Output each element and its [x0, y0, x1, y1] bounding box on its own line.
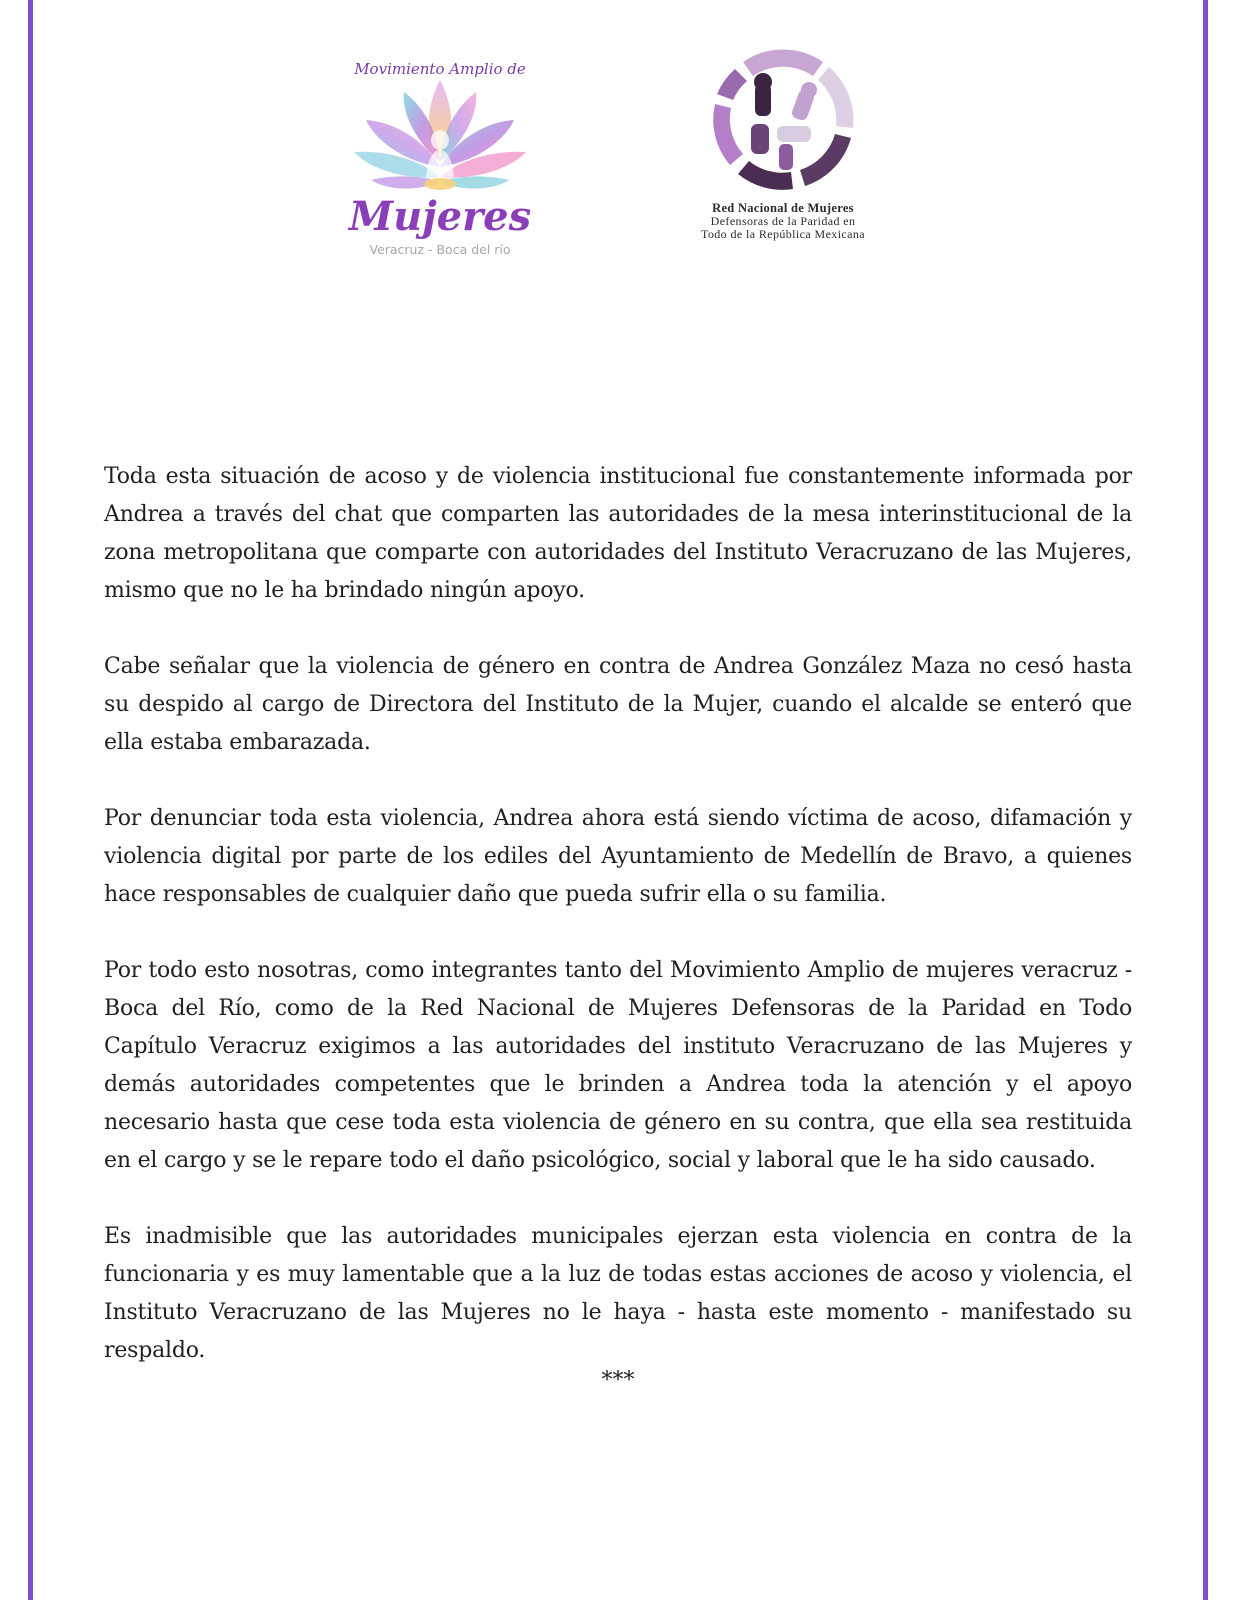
paragraph-1: Toda esta situación de acoso y de violencia institucional fue constantemente informada por Andrea a través del chat que comparten las autoridades de la mesa interinstitucional de la zona metropolitana que comparte con autoridades del Instituto Veracruzano de las Mujeres, mismo que no le ha brindado ningún apoyo. — [104, 464, 1132, 603]
logo1-bottom-text: Veracruz - Boca del río — [369, 242, 511, 257]
red-nacional-logo — [668, 44, 898, 244]
page-border-right — [1203, 0, 1208, 1600]
logo2-line1: Red Nacional de Mujeres — [712, 201, 854, 215]
logo1-main-text: Mujeres — [348, 193, 532, 240]
closing-mark: *** — [601, 1368, 635, 1393]
page-border-left — [28, 0, 33, 1600]
paragraph-2: Cabe señalar que la violencia de género en contra de Andrea González Maza no cesó hasta su despido al cargo de Directora del Instituto de la Mujer, cuando el alcalde se enteró que ella estaba embarazada. — [104, 654, 1132, 755]
logo2-line3: Todo de la República Mexicana — [700, 227, 866, 241]
paragraph-5: Es inadmisible que las autoridades municipales ejerzan esta violencia en contra de la funcionaria y es muy lamentable que a la luz de todas estas acciones de acoso y violencia, el Instituto Veracruzano de las Mujeres no le haya - hasta este momento - manifestado su respaldo. — [104, 1224, 1132, 1363]
movimiento-amplio-logo — [346, 52, 534, 266]
paragraph-4: Por todo esto nosotras, como integrantes tanto del Movimiento Amplio de mujeres veracruz - Boca del Río, como de la Red Nacional de Mujeres Defensoras de la Paridad en Todo Capítulo Veracruz exigimos a las autoridades del instituto Veracruzano de las Mujeres y demás autoridades competentes que le brinden a Andrea toda la atención y el apoyo necesario hasta que cese toda esta violencia de género en su contra, que ella sea restituida en el cargo y se le repare todo el daño psicológico, social y laboral que le ha sido causado. — [104, 958, 1132, 1173]
paragraph-3: Por denunciar toda esta violencia, Andrea ahora está siendo víctima de acoso, difamación y violencia digital por parte de los ediles del Ayuntamiento de Medellín de Bravo, a quienes hace responsables de cualquier daño que pueda sufrir ella o su familia. — [104, 806, 1132, 907]
document-body — [104, 458, 1132, 1396]
logo1-top-text: Movimiento Amplio de — [354, 60, 526, 78]
logo2-line2: Defensoras de la Paridad en — [710, 214, 856, 228]
